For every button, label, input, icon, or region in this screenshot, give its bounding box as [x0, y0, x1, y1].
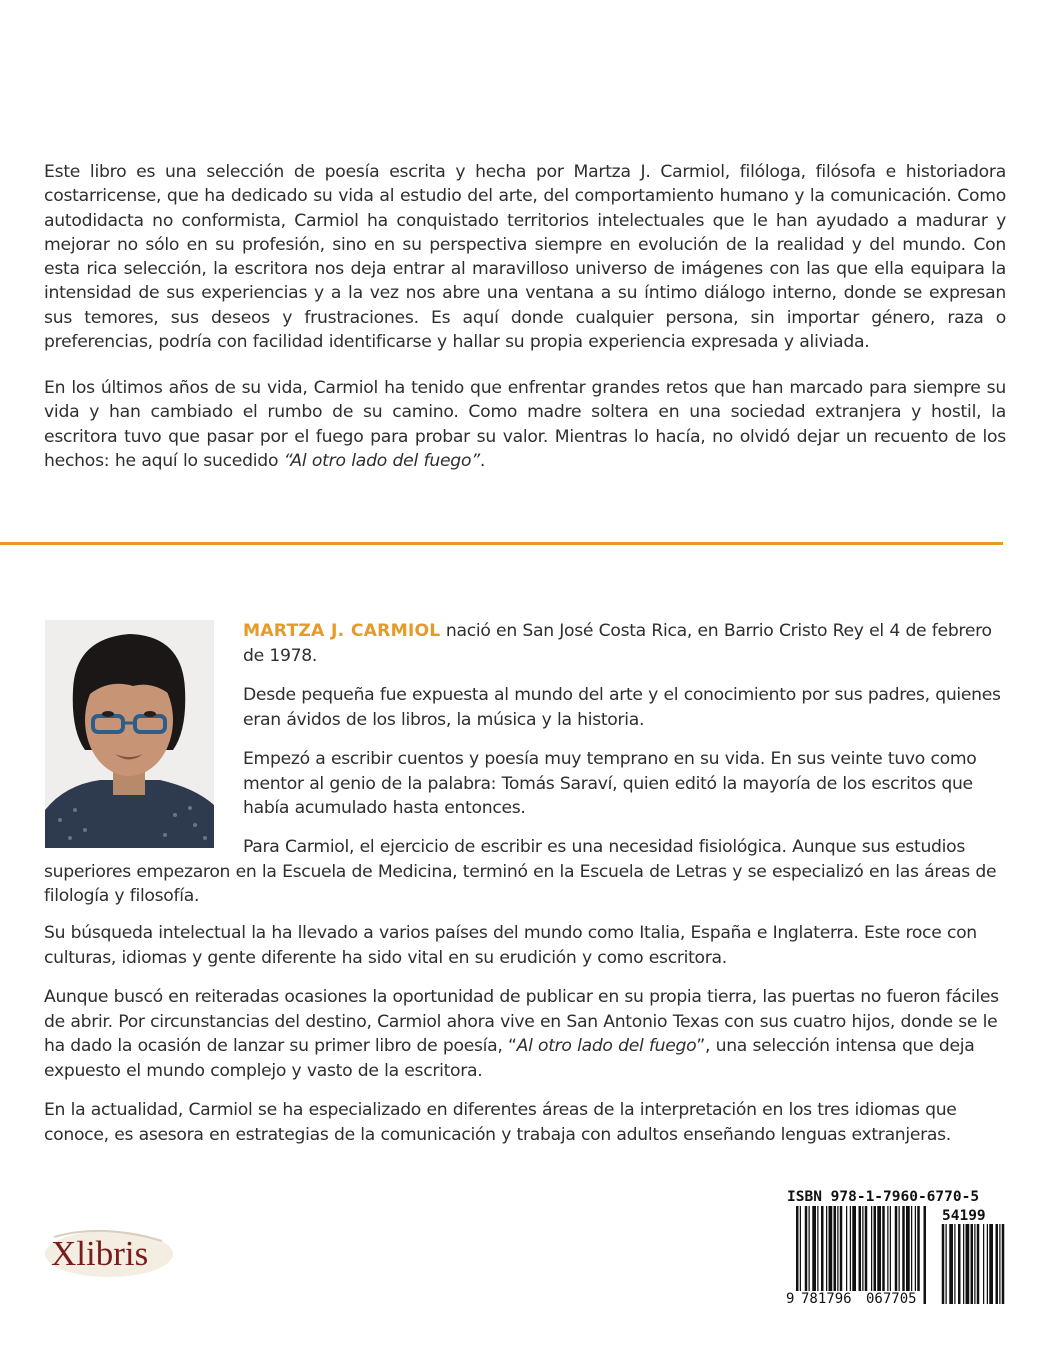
- barcode-bar: [895, 1206, 898, 1292]
- bio-p6-end: ”, una selección intensa que deja expuesto el mundo complejo y vasto de la escritora.: [44, 1036, 975, 1081]
- barcode-bar: [829, 1206, 833, 1292]
- barcode-bar: [809, 1206, 810, 1292]
- barcode-bar: [902, 1206, 905, 1292]
- barcode-bar: [906, 1206, 910, 1292]
- xlibris-logo: [42, 1225, 176, 1281]
- addon-bar: [983, 1224, 984, 1304]
- barcode-bar: [899, 1206, 900, 1292]
- back-cover-blurb-paragraph-2: [44, 376, 1006, 473]
- barcode-bar: [859, 1206, 862, 1292]
- bio-paragraph-6: [44, 985, 1004, 1083]
- ean-left-digits: 781796: [801, 1291, 852, 1306]
- orange-divider: [0, 542, 1003, 545]
- xlibris-logo-text: Xlibris: [51, 1234, 149, 1273]
- barcode-bar: [826, 1206, 827, 1292]
- bio-paragraph-3: Empezó a escribir cuentos y poesía muy temprano en su vida. En sus veinte tuvo como mentor al genio de la palabra: Tomás Saraví, quien editó la mayoría de los escritos que había acumulado hasta entonces.: [243, 749, 977, 818]
- addon-bar: [949, 1224, 953, 1304]
- barcode-bar: [837, 1206, 838, 1292]
- addon-bar: [996, 1224, 999, 1304]
- barcode-bar: [874, 1206, 877, 1292]
- barcode-bar: [911, 1206, 912, 1292]
- barcode-bar: [846, 1206, 847, 1292]
- barcode-bar: [890, 1206, 891, 1292]
- ean-bars: [796, 1206, 926, 1304]
- barcode-bar: [871, 1206, 872, 1292]
- addon-bar: [946, 1224, 947, 1304]
- addon-bar: [974, 1224, 975, 1304]
- addon-bar: [958, 1224, 961, 1304]
- blurb-p2-end: .: [479, 450, 486, 471]
- barcode-bar: [915, 1206, 916, 1292]
- barcode-bar: [805, 1206, 808, 1292]
- isbn-barcode: [786, 1186, 1008, 1306]
- bio-p6-text: Aunque buscó en reiteradas ocasiones la oportunidad de publicar en su propia tierra, las puertas no fueron fáciles de abrir. Por circunstancias del destino, Carmiol ahora vive en San Antonio Texas con sus cuatro hijos, donde se le ha dado la ocasión de lanzar su primer libro de poesía, “: [44, 987, 999, 1056]
- bio-birth-text: nació en San José Costa Rica, en Barrio Cristo Rey el 4 de febrero de 1978.: [243, 621, 992, 666]
- bio-paragraph-7: En la actualidad, Carmiol se ha especializado en diferentes áreas de la interpretación en los tres idiomas que conoce, es asesora en estrategias de la comunicación y trabaja con adultos enseñando lenguas extranjeras.: [44, 1100, 957, 1145]
- addon-bar: [954, 1224, 955, 1304]
- barcode-bar: [877, 1206, 881, 1292]
- barcode-bar: [834, 1206, 837, 1292]
- barcode-bar: [882, 1206, 885, 1292]
- book-title-italic-2: Al otro lado del fuego: [516, 1036, 697, 1056]
- barcode-bar: [887, 1206, 888, 1292]
- barcode-bar: [917, 1206, 920, 1292]
- ean-right-digits: 067705: [866, 1291, 917, 1306]
- bio-paragraph-2: Desde pequeña fue expuesta al mundo del arte y el conocimiento por sus padres, quienes eran ávidos de los libros, la música y la historia.: [243, 685, 1001, 730]
- back-cover-blurb-paragraph-1: Este libro es una selección de poesía escrita y hecha por Martza J. Carmiol, filóloga, filósofa e historiadora costarricense, que ha dedicado su vida al estudio del arte, del comportamiento humano y la comunicación. Como autodidacta no conformista, Carmiol ha conquistado territorios intelectuales que le han ayudado a madurar y mejorar no sólo en su profesión, sino en su perspectiva siempre en evolución de la realidad y del mundo. Con esta rica selección, la escritora nos deja entrar al maravilloso universo de imágenes con las que ella equipara la intensidad de sus experiencias y a la vez nos abre una ventana a su íntimo diálogo interno, donde se expresan sus temores, sus deseos y frustraciones. Es aquí donde cualquier persona, sin importar género, raza o preferencias, podría con facilidad identificarse y hallar su propia experiencia expresada y aliviada.: [44, 162, 1006, 353]
- barcode-bar: [840, 1206, 843, 1292]
- book-title-italic: “Al otro lado del fuego”: [283, 450, 480, 471]
- addon-bar: [977, 1224, 980, 1304]
- barcode-bar: [800, 1206, 801, 1304]
- bio-paragraph-5: Su búsqueda intelectual la ha llevado a varios países del mundo como Italia, España e Inglaterra. Este roce con culturas, idiomas y gente diferente ha sido vital en su erudición y como escritora.: [44, 923, 977, 968]
- barcode-bar: [862, 1206, 863, 1304]
- author-photo: [45, 620, 214, 848]
- barcode-bar: [852, 1206, 856, 1292]
- addon-bar: [971, 1224, 974, 1304]
- addon-bar: [1002, 1224, 1005, 1304]
- ean-first-digit: 9: [786, 1291, 795, 1306]
- addon-bar: [989, 1224, 993, 1304]
- bio-paragraph-1: [243, 619, 1004, 668]
- barcode-bar: [850, 1206, 851, 1292]
- addon-bar: [966, 1224, 970, 1304]
- addon-bar: [942, 1224, 945, 1304]
- addon-bar: [963, 1224, 964, 1304]
- barcode-bar: [796, 1206, 799, 1304]
- barcode-bar: [865, 1206, 868, 1292]
- barcode-bar: [924, 1206, 927, 1304]
- barcode-bar: [812, 1206, 816, 1292]
- barcode-bar: [817, 1206, 818, 1292]
- addon-bar: [987, 1224, 988, 1304]
- author-name: MARTZA J. CARMIOL: [243, 621, 441, 641]
- blurb-p2-text: En los últimos años de su vida, Carmiol ha tenido que enfrentar grandes retos que han marcado para siempre su vida y han cambiado el rumbo de su camino. Como madre soltera en una sociedad extranjera y hostil, la escritora tuvo que pasar por el fuego para probar su valor. Mientras lo hacía, no olvidó dejar un recuento de los hechos: he aquí lo sucedido: [44, 378, 1006, 471]
- price-code: 54199: [942, 1208, 986, 1224]
- addon-bars: [942, 1224, 1005, 1304]
- bio-paragraph-4: Para Carmiol, el ejercicio de escribir es una necesidad fisiológica. Aunque sus estudios superiores empezaron en la Escuela de Medicina, terminó en la Escuela de Letras y se especializó en las áreas de filología y filosofía.: [44, 837, 997, 906]
- addon-bar: [999, 1224, 1000, 1304]
- isbn-label: ISBN 978-1-7960-6770-5: [787, 1189, 980, 1205]
- barcode-bar: [821, 1206, 824, 1292]
